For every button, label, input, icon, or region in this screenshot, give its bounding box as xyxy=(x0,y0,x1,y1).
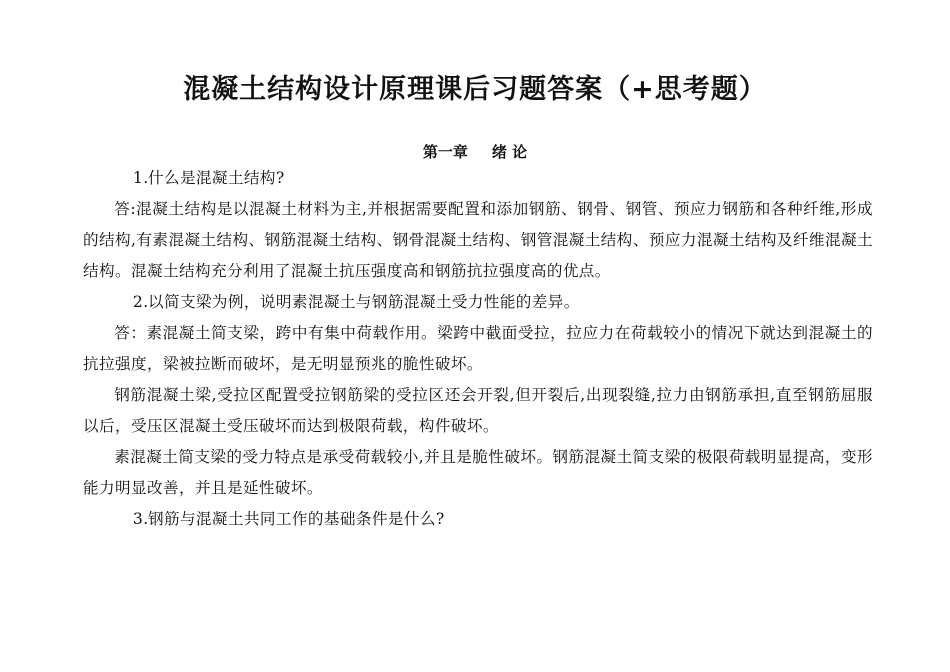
document-body xyxy=(83,163,873,535)
question-1 xyxy=(83,163,873,194)
answer-paragraph: 钢筋混凝土梁,受拉区配置受拉钢筋梁的受拉区还会开裂,但开裂后,出现裂缝,拉力由钢筋承担,直至钢筋屈服以后，受压区混凝土受压破坏而达到极限荷载，构件破坏。 xyxy=(83,386,873,435)
chapter-name: 绪 论 xyxy=(491,143,528,161)
answer-paragraph: 答:混凝土结构是以混凝土材料为主,并根据需要配置和添加钢筋、钢骨、钢管、预应力钢筋和各种纤维,形成的结构,有素混凝土结构、钢筋混凝土结构、钢骨混凝土结构、钢管混凝土结构、预应力混凝土结构及纤维混凝土结构。混凝土结构充分利用了混凝土抗压强度高和钢筋抗拉强度高的优点。 xyxy=(83,200,873,280)
question-text: 什么是混凝土结构? xyxy=(147,169,285,187)
question-text: 以简支梁为例，说明素混凝土与钢筋混凝土受力性能的差异。 xyxy=(147,293,580,311)
question-3 xyxy=(83,504,873,535)
question-text: 钢筋与混凝土共同工作的基础条件是什么? xyxy=(147,510,445,528)
answer-paragraph: 素混凝土简支梁的受力特点是承受荷载较小,并且是脆性破坏。钢筋混凝土简支梁的极限荷载明显提高，变形能力明显改善，并且是延性破坏。 xyxy=(83,448,873,497)
document-title: 混凝土结构设计原理课后习题答案（+思考题） xyxy=(183,74,767,105)
chapter-heading xyxy=(0,140,950,164)
question-number: 3. xyxy=(132,510,149,528)
question-2 xyxy=(83,287,873,318)
question-number: 2. xyxy=(132,293,149,311)
question-number: 1. xyxy=(132,169,149,187)
answer-paragraph: 答：素混凝土简支梁，跨中有集中荷载作用。梁跨中截面受拉，拉应力在荷载较小的情况下就达到混凝土的抗拉强度，梁被拉断而破坏，是无明显预兆的脆性破坏。 xyxy=(83,324,873,373)
chapter-label: 第一章 xyxy=(422,143,468,161)
